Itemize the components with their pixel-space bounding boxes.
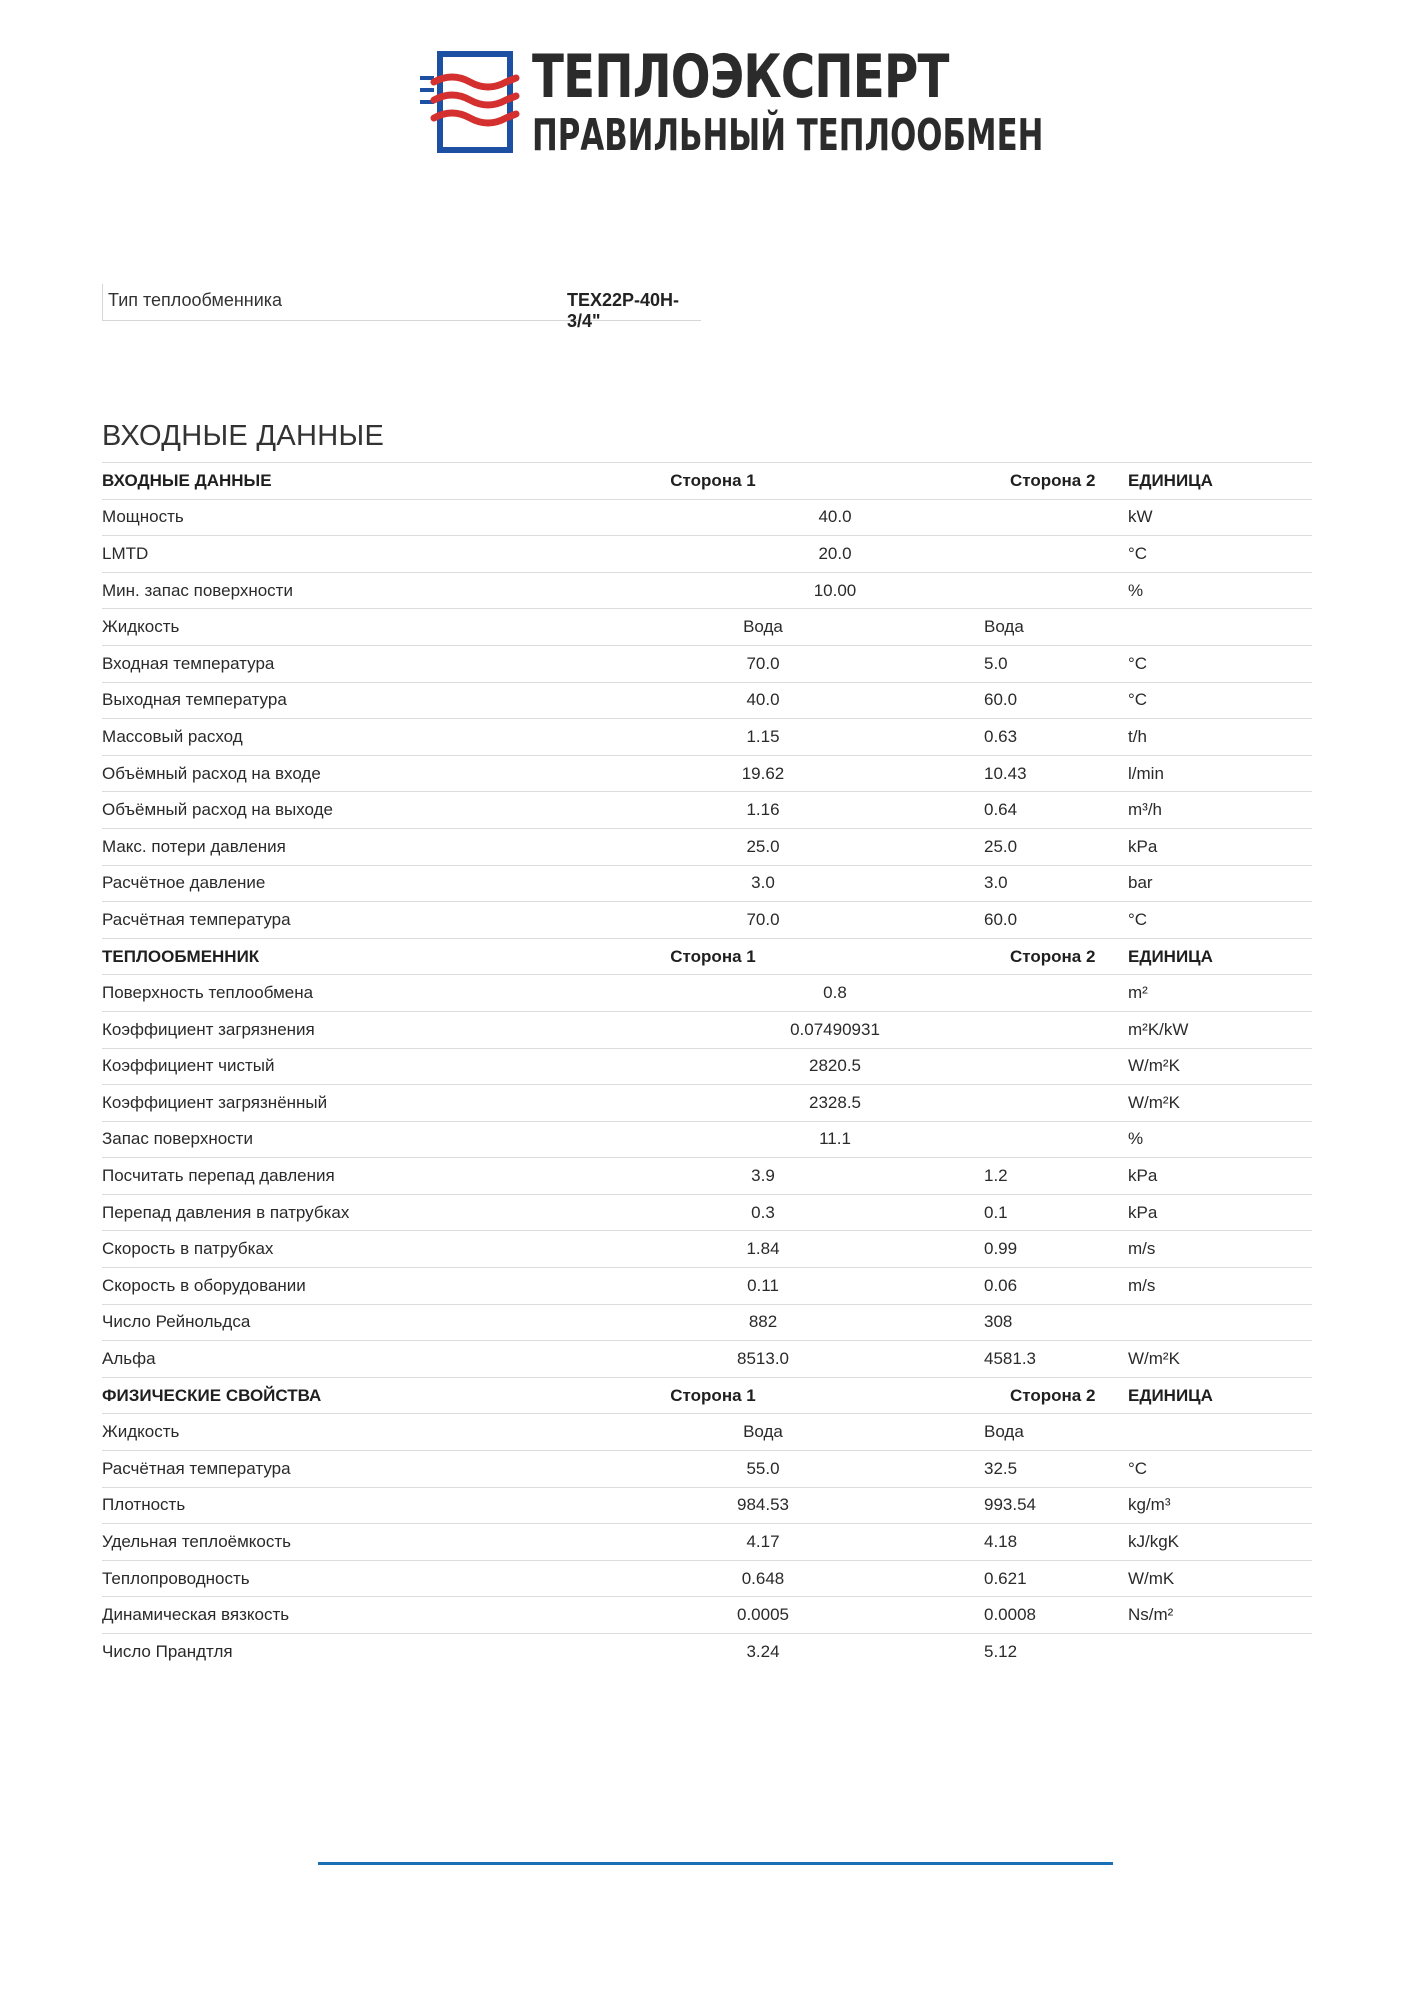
table-row bbox=[102, 572, 1312, 609]
table-row bbox=[102, 536, 1312, 573]
table-row bbox=[102, 1304, 1312, 1341]
row-unit: °C bbox=[1128, 1451, 1312, 1488]
row-label: Поверхность теплообмена bbox=[102, 975, 542, 1012]
row-side2-value: 5.0 bbox=[984, 645, 1128, 682]
row-label: Входная температура bbox=[102, 645, 542, 682]
table-row bbox=[102, 1194, 1312, 1231]
row-label: Жидкость bbox=[102, 609, 542, 646]
row-unit bbox=[1128, 1414, 1312, 1451]
table-row bbox=[102, 499, 1312, 536]
row-unit: W/mK bbox=[1128, 1560, 1312, 1597]
table-row bbox=[102, 719, 1312, 756]
row-side2-value: 0.1 bbox=[984, 1194, 1128, 1231]
row-unit: W/m²K bbox=[1128, 1341, 1312, 1378]
row-label: Мин. запас поверхности bbox=[102, 572, 542, 609]
row-label: Коэффициент загрязнённый bbox=[102, 1085, 542, 1122]
row-label: Скорость в патрубках bbox=[102, 1231, 542, 1268]
table-row bbox=[102, 1121, 1312, 1158]
side1-header: Сторона 1 bbox=[542, 463, 984, 500]
table-row bbox=[102, 792, 1312, 829]
row-side1-value: 4.17 bbox=[542, 1524, 984, 1561]
side1-header: Сторона 1 bbox=[542, 938, 984, 975]
row-side2-value: 1.2 bbox=[984, 1158, 1128, 1195]
row-unit: W/m²K bbox=[1128, 1085, 1312, 1122]
row-side2-value: 3.0 bbox=[984, 865, 1128, 902]
row-side2-value: 993.54 bbox=[984, 1487, 1128, 1524]
row-side2-value: 60.0 bbox=[984, 682, 1128, 719]
row-label: Расчётная температура bbox=[102, 1451, 542, 1488]
brand-tagline: ПРАВИЛЬНЫЙ ТЕПЛООБМЕН bbox=[532, 110, 1044, 161]
table-row bbox=[102, 1634, 1312, 1670]
row-common-value: 20.0 bbox=[542, 536, 1128, 573]
input-data-header bbox=[102, 463, 1312, 500]
row-side2-value: 10.43 bbox=[984, 755, 1128, 792]
row-side1-value: 3.24 bbox=[542, 1634, 984, 1670]
row-unit: kPa bbox=[1128, 828, 1312, 865]
row-side1-value: 0.648 bbox=[542, 1560, 984, 1597]
row-side2-value: 0.06 bbox=[984, 1268, 1128, 1305]
calculation-table bbox=[102, 462, 1312, 1670]
side1-header: Сторона 1 bbox=[542, 1377, 984, 1414]
row-unit: m²K/kW bbox=[1128, 1011, 1312, 1048]
section-title: ВХОДНЫЕ ДАННЫЕ bbox=[102, 420, 385, 452]
row-side1-value: 19.62 bbox=[542, 755, 984, 792]
row-common-value: 40.0 bbox=[542, 499, 1128, 536]
row-side1-value: 25.0 bbox=[542, 828, 984, 865]
row-label: Плотность bbox=[102, 1487, 542, 1524]
row-label: Массовый расход bbox=[102, 719, 542, 756]
row-unit: °C bbox=[1128, 902, 1312, 939]
table-row bbox=[102, 1414, 1312, 1451]
row-side1-value: Вода bbox=[542, 609, 984, 646]
row-side2-value: 0.0008 bbox=[984, 1597, 1128, 1634]
row-unit: kJ/kgK bbox=[1128, 1524, 1312, 1561]
row-side1-value: 0.3 bbox=[542, 1194, 984, 1231]
row-side1-value: 1.15 bbox=[542, 719, 984, 756]
row-side2-value: 60.0 bbox=[984, 902, 1128, 939]
row-unit: kg/m³ bbox=[1128, 1487, 1312, 1524]
row-unit: bar bbox=[1128, 865, 1312, 902]
row-unit: t/h bbox=[1128, 719, 1312, 756]
row-label: Скорость в оборудовании bbox=[102, 1268, 542, 1305]
row-label: Динамическая вязкость bbox=[102, 1597, 542, 1634]
table-row bbox=[102, 1231, 1312, 1268]
table-row bbox=[102, 645, 1312, 682]
group-title: ВХОДНЫЕ ДАННЫЕ bbox=[102, 463, 542, 500]
row-side2-value: 32.5 bbox=[984, 1451, 1128, 1488]
row-side1-value: 55.0 bbox=[542, 1451, 984, 1488]
row-side1-value: 1.16 bbox=[542, 792, 984, 829]
row-label: Перепад давления в патрубках bbox=[102, 1194, 542, 1231]
side2-header: Сторона 2 bbox=[984, 938, 1128, 975]
row-unit: kPa bbox=[1128, 1158, 1312, 1195]
row-side2-value: 0.621 bbox=[984, 1560, 1128, 1597]
row-unit: m/s bbox=[1128, 1268, 1312, 1305]
table-row bbox=[102, 902, 1312, 939]
table-row bbox=[102, 1085, 1312, 1122]
group-title: ФИЗИЧЕСКИЕ СВОЙСТВА bbox=[102, 1377, 542, 1414]
table-row bbox=[102, 865, 1312, 902]
table-row bbox=[102, 1268, 1312, 1305]
exchanger-type-row bbox=[102, 284, 701, 331]
row-unit bbox=[1128, 1304, 1312, 1341]
row-label: Теплопроводность bbox=[102, 1560, 542, 1597]
row-unit: m² bbox=[1128, 975, 1312, 1012]
row-common-value: 0.8 bbox=[542, 975, 1128, 1012]
row-unit: m/s bbox=[1128, 1231, 1312, 1268]
row-common-value: 2328.5 bbox=[542, 1085, 1128, 1122]
table-row bbox=[102, 682, 1312, 719]
row-label: LMTD bbox=[102, 536, 542, 573]
row-side1-value: 882 bbox=[542, 1304, 984, 1341]
row-label: Число Рейнольдса bbox=[102, 1304, 542, 1341]
row-side1-value: Вода bbox=[542, 1414, 984, 1451]
table-row bbox=[102, 975, 1312, 1012]
row-side2-value: Вода bbox=[984, 609, 1128, 646]
row-side2-value: Вода bbox=[984, 1414, 1128, 1451]
row-label: Посчитать перепад давления bbox=[102, 1158, 542, 1195]
row-common-value: 10.00 bbox=[542, 572, 1128, 609]
row-side1-value: 1.84 bbox=[542, 1231, 984, 1268]
physical-properties-header bbox=[102, 1377, 1312, 1414]
row-side2-value: 0.64 bbox=[984, 792, 1128, 829]
row-label: Выходная температура bbox=[102, 682, 542, 719]
row-label: Жидкость bbox=[102, 1414, 542, 1451]
row-common-value: 0.07490931 bbox=[542, 1011, 1128, 1048]
brand-logo bbox=[420, 42, 1044, 162]
brand-name: ТЕПЛОЭКСПЕРТ bbox=[532, 42, 949, 112]
row-label: Объёмный расход на входе bbox=[102, 755, 542, 792]
group-title: ТЕПЛООБМЕННИК bbox=[102, 938, 542, 975]
row-unit: °C bbox=[1128, 536, 1312, 573]
footer-divider bbox=[318, 1862, 1113, 1865]
row-label: Объёмный расход на выходе bbox=[102, 792, 542, 829]
table-row bbox=[102, 1158, 1312, 1195]
row-side1-value: 984.53 bbox=[542, 1487, 984, 1524]
row-unit bbox=[1128, 1634, 1312, 1670]
row-label: Удельная теплоёмкость bbox=[102, 1524, 542, 1561]
row-unit: l/min bbox=[1128, 755, 1312, 792]
table-row bbox=[102, 1451, 1312, 1488]
row-unit: m³/h bbox=[1128, 792, 1312, 829]
table-row bbox=[102, 609, 1312, 646]
row-side1-value: 70.0 bbox=[542, 645, 984, 682]
row-side1-value: 3.0 bbox=[542, 865, 984, 902]
unit-header: ЕДИНИЦА bbox=[1128, 463, 1312, 500]
row-unit: °C bbox=[1128, 645, 1312, 682]
row-unit: °C bbox=[1128, 682, 1312, 719]
exchanger-type-value: TEX22P-40H-3/4" bbox=[567, 290, 680, 331]
row-side2-value: 308 bbox=[984, 1304, 1128, 1341]
table-row bbox=[102, 828, 1312, 865]
row-side2-value: 4.18 bbox=[984, 1524, 1128, 1561]
table-row bbox=[102, 1560, 1312, 1597]
unit-header: ЕДИНИЦА bbox=[1128, 1377, 1312, 1414]
table-row bbox=[102, 1597, 1312, 1634]
row-side1-value: 70.0 bbox=[542, 902, 984, 939]
exchanger-type-label: Тип теплообменника bbox=[108, 290, 283, 310]
row-label: Мощность bbox=[102, 499, 542, 536]
row-side2-value: 0.99 bbox=[984, 1231, 1128, 1268]
row-unit: Ns/m² bbox=[1128, 1597, 1312, 1634]
row-side2-value: 5.12 bbox=[984, 1634, 1128, 1670]
table-row bbox=[102, 1487, 1312, 1524]
row-side1-value: 0.0005 bbox=[542, 1597, 984, 1634]
row-label: Число Прандтля bbox=[102, 1634, 542, 1670]
row-unit: kPa bbox=[1128, 1194, 1312, 1231]
heat-exchanger-logo-icon bbox=[420, 48, 530, 156]
table-row bbox=[102, 1341, 1312, 1378]
table-row bbox=[102, 1048, 1312, 1085]
row-side1-value: 40.0 bbox=[542, 682, 984, 719]
row-unit: kW bbox=[1128, 499, 1312, 536]
row-unit: W/m²K bbox=[1128, 1048, 1312, 1085]
row-unit bbox=[1128, 609, 1312, 646]
row-unit: % bbox=[1128, 1121, 1312, 1158]
row-side2-value: 25.0 bbox=[984, 828, 1128, 865]
heat-exchanger-header bbox=[102, 938, 1312, 975]
row-side2-value: 4581.3 bbox=[984, 1341, 1128, 1378]
row-side1-value: 8513.0 bbox=[542, 1341, 984, 1378]
row-label: Коэффициент загрязнения bbox=[102, 1011, 542, 1048]
row-side1-value: 3.9 bbox=[542, 1158, 984, 1195]
row-label: Макс. потери давления bbox=[102, 828, 542, 865]
table-row bbox=[102, 1011, 1312, 1048]
row-common-value: 11.1 bbox=[542, 1121, 1128, 1158]
side2-header: Сторона 2 bbox=[984, 1377, 1128, 1414]
row-label: Коэффициент чистый bbox=[102, 1048, 542, 1085]
side2-header: Сторона 2 bbox=[984, 463, 1128, 500]
row-common-value: 2820.5 bbox=[542, 1048, 1128, 1085]
row-unit: % bbox=[1128, 572, 1312, 609]
unit-header: ЕДИНИЦА bbox=[1128, 938, 1312, 975]
row-label: Расчётная температура bbox=[102, 902, 542, 939]
row-label: Расчётное давление bbox=[102, 865, 542, 902]
row-side2-value: 0.63 bbox=[984, 719, 1128, 756]
table-row bbox=[102, 755, 1312, 792]
row-label: Альфа bbox=[102, 1341, 542, 1378]
row-side1-value: 0.11 bbox=[542, 1268, 984, 1305]
table-row bbox=[102, 1524, 1312, 1561]
row-label: Запас поверхности bbox=[102, 1121, 542, 1158]
